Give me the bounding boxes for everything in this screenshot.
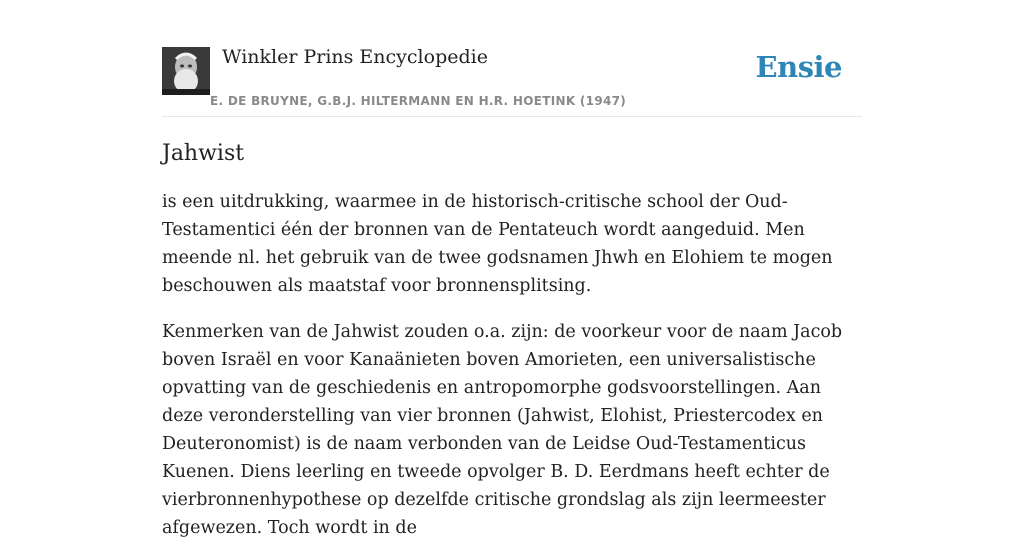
- author-avatar[interactable]: [162, 47, 210, 95]
- article-paragraph-1: is een uitdrukking, waarmee in de historisch-critische school der Oud-Testamentici één der bronnen van de Pentateuch wordt aangeduid. Men meende nl. het gebruik van de twee godsnamen Jhwh en Elohiem te mogen beschouwen als maatstaf voor bronnensplitsing.: [162, 192, 833, 296]
- source-authors: E. DE BRUYNE, G.B.J. HILTERMANN EN H.R. HOETINK (1947): [210, 94, 627, 108]
- source-title[interactable]: Winkler Prins Encyclopedie: [222, 46, 488, 68]
- source-header: [162, 44, 862, 117]
- avatar-portrait-icon: [162, 47, 210, 95]
- article-title: Jahwist: [162, 141, 245, 166]
- article-content: [162, 138, 862, 560]
- brand-logo-link[interactable]: Ensie: [755, 50, 842, 84]
- article-paragraph-2: Kenmerken van de Jahwist zouden o.a. zijn: de voorkeur voor de naam Jacob boven Israël en voor Kanaänieten boven Amorieten, een universalistische opvatting van de geschiedenis en antropomorphe godsvoorstellingen. Aan deze veronderstelling van vier bronnen (Jahwist, Elohist, Priestercodex en Deuteronomist) is de naam verbonden van de Leidse Oud-Testamenticus Kuenen. Diens leerling en tweede opvolger B. D. Eerdmans heeft echter de vierbronnenhypothese op dezelfde critische grondslag als zijn leermeester afgewezen. Toch wordt in de: [162, 322, 843, 538]
